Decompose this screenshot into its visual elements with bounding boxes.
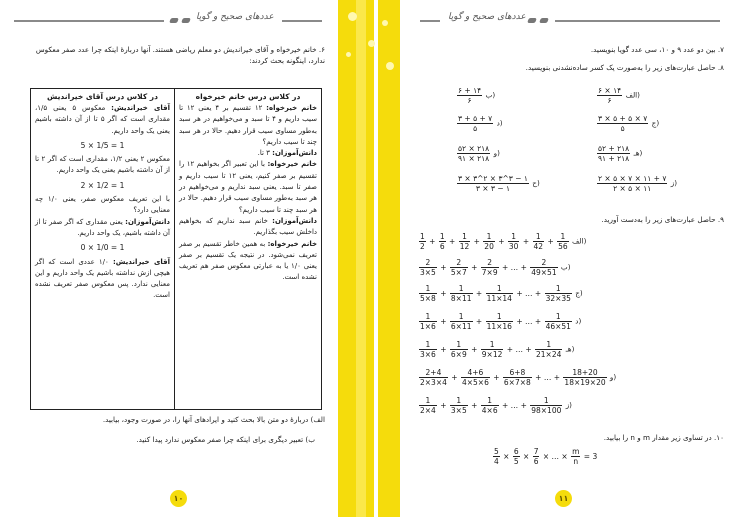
denominator: 1×6 (420, 322, 436, 331)
fraction (457, 86, 482, 105)
operator: × (540, 451, 552, 461)
operator: 3 (592, 451, 598, 461)
spine-dot (368, 40, 375, 47)
question-9: ۹. حاصل عبارت‌های زیر را به‌دست آورید. (601, 215, 724, 224)
denominator: 3×5 (450, 406, 467, 415)
fraction (597, 114, 648, 133)
fraction (557, 232, 569, 251)
dialogue-text: معکوس ۲ یعنی ۱/۲، مقداری است که اگر ۲ تا از آن داشته باشیم یعنی یک واحد داریم. (35, 155, 170, 175)
box-body (31, 103, 174, 302)
numerator: 2 (481, 258, 499, 268)
numerator: 2 (419, 258, 437, 268)
operator: + (437, 344, 449, 354)
numerator: 1 (459, 232, 471, 242)
q8-item (456, 114, 503, 133)
q9-item (418, 232, 586, 251)
operator: … (510, 262, 521, 272)
operator: + (534, 288, 544, 298)
operator: + (513, 316, 525, 326)
operator: … (515, 344, 526, 354)
operator: + (473, 288, 485, 298)
left-page (0, 0, 338, 517)
denominator: 20 (484, 242, 494, 251)
operator: + (534, 316, 544, 326)
operator: + (446, 236, 458, 246)
denominator: 6 (533, 457, 539, 466)
numerator: 1 (486, 312, 513, 322)
numerator: 1 (419, 396, 437, 406)
spine-dot (386, 62, 394, 70)
page-number: ۱۱ (555, 490, 572, 507)
question-6a: الف) دربارهٔ دو متن بالا بحث کنید و ایرادهای آنها را، در صورت وجود، بیابید. (102, 415, 325, 424)
question-10-equation (492, 447, 597, 466)
denominator: 5×8 (420, 294, 436, 303)
numerator: ۶ + ۱۴ (458, 86, 482, 95)
operator: + (437, 316, 449, 326)
operator: + (504, 344, 516, 354)
denominator: ۹۱ × ۲۱۸ (458, 154, 490, 163)
dialogue-text: ۱/۰ عددی است که اگر هیچی ازش نداشته باشیم یک واحد داریم و این معنایی ندارد. پس معکوس صفر تعریف نشده است. (35, 257, 170, 300)
denominator: n (573, 457, 579, 466)
numerator: 6+8 (503, 368, 532, 378)
denominator: 6 (439, 242, 445, 251)
fraction (419, 258, 437, 277)
numerator: ۲ × ۵ × ۷ × ۱۱ + ۷ (598, 174, 667, 183)
numerator: 1 (450, 312, 473, 322)
denominator: 4×6 (481, 406, 498, 415)
q9-item (418, 340, 574, 359)
header-rule (420, 20, 440, 22)
box-title: در کلاس درس خانم خیرخواه (195, 92, 301, 101)
fraction (419, 232, 426, 251)
question-6b: ب) تعبیر دیگری برای اینکه چرا صفر معکوس ندارد پیدا کنید. (136, 435, 315, 444)
spine-stripe (356, 0, 366, 517)
header-rule (14, 20, 164, 22)
denominator: 49×51 (531, 268, 557, 277)
item-label: ب) (485, 90, 496, 100)
dialogue-text: با این تعبیر اگر بخواهیم ۱۲ را تقسیم بر صفر کنیم، یعنی ۱۲ تا سیب داریم و صفر تا سبد. یعنی سبد نداریم و می‌خواهیم در هر سبد به‌طور مساوی سیب قرار دهیم. حالا در هر سبد چند تا سیب داریم؟ (179, 160, 317, 214)
fraction (481, 396, 499, 415)
fraction (597, 86, 622, 105)
denominator: 30 (508, 242, 519, 251)
question-10: ۱۰. در تساوی زیر مقدار m و n را بیابید. (603, 433, 724, 442)
numerator: 7 (533, 447, 539, 456)
fraction (545, 284, 572, 303)
operator: + (520, 400, 530, 410)
spine-dot (382, 20, 388, 26)
numerator: 1 (420, 232, 425, 241)
box-title: در کلاس درس آقای خیراندیش (47, 92, 158, 101)
operator: + (525, 344, 535, 354)
header-title: عددهای صحیح و گویا (448, 12, 526, 22)
fraction (508, 232, 520, 251)
denominator: ۳ × ۳ − ۱ (475, 184, 511, 193)
fraction (461, 368, 490, 387)
numerator: ۳ + ۵ + ۷ (458, 114, 493, 123)
denominator: 3×5 (420, 268, 436, 277)
denominator: 7×9 (481, 268, 498, 277)
dialogue-text: یعنی مقداری که اگر صفر تا از آن داشته باشیم، یک واحد داریم. (35, 217, 170, 237)
fraction (483, 232, 495, 251)
denominator: 4 (494, 457, 499, 466)
operator: + (473, 316, 485, 326)
denominator: ۲ × ۵ × ۱۱ (613, 184, 652, 193)
q8-item (596, 114, 659, 133)
operator: = (581, 451, 593, 461)
item-label: هـ) (563, 344, 575, 354)
header-rule (555, 20, 720, 22)
denominator: 11×14 (486, 294, 512, 303)
denominator: 8×11 (450, 294, 472, 303)
speaker-name: خانم خیرخواه: (267, 239, 318, 248)
q9-item (418, 396, 572, 415)
speaker-name: خانم خیرخواه: (267, 160, 317, 169)
item-label: د) (572, 316, 582, 326)
operator: + (545, 236, 557, 246)
formula: 2 × 1/2 = 1 (80, 180, 125, 190)
speaker-name: خانم خیرخواه: (266, 104, 317, 112)
denominator: 9×12 (481, 350, 503, 359)
fraction (513, 447, 520, 466)
dialogue-text: معکوس ۵ یعنی ۱/۵، مقداری است که اگر ۵ تا از آن داشته باشیم یعنی یک واحد داریم. (35, 104, 170, 135)
operator: + (495, 236, 507, 246)
numerator: 1 (533, 232, 545, 242)
right-page (400, 0, 739, 517)
operator: × (561, 451, 571, 461)
speaker-name: آقای خیراندیش: (112, 257, 170, 266)
numerator: 18+20 (563, 368, 606, 378)
operator: + (468, 262, 480, 272)
numerator: ۵۲ × ۲۱۸ (458, 144, 490, 153)
operator: + (437, 288, 449, 298)
fraction (457, 174, 529, 193)
header-ornament (527, 18, 537, 23)
operator: + (513, 288, 525, 298)
item-label: د) (496, 118, 503, 128)
header-rule (282, 20, 322, 22)
fraction (439, 232, 446, 251)
numerator: 1 (557, 232, 569, 242)
q8-item (596, 86, 640, 105)
operator: … (525, 288, 535, 298)
fraction (486, 312, 513, 331)
operator: + (499, 400, 511, 410)
q9-item (418, 284, 583, 303)
book-spine (338, 0, 400, 517)
fraction (481, 340, 504, 359)
page-header (400, 12, 739, 30)
denominator: 18×19×20 (564, 378, 606, 387)
denominator: 11×16 (486, 322, 512, 331)
formula: 0 × 1/0 = 1 (80, 243, 125, 253)
fraction (419, 368, 448, 387)
fraction (486, 284, 513, 303)
header-title: عددهای صحیح و گویا (196, 12, 274, 22)
operator: + (520, 236, 532, 246)
q8-item (596, 144, 642, 163)
spine-dot (348, 12, 357, 21)
operator: × (520, 451, 532, 461)
dialogue-box-khayrkhah (174, 88, 322, 410)
fraction (481, 258, 499, 277)
denominator: 5×7 (450, 268, 467, 277)
denominator: 6×9 (450, 350, 467, 359)
operator: + (490, 372, 502, 382)
numerator: 1 (450, 340, 468, 350)
fraction (493, 447, 500, 466)
operator: + (437, 400, 449, 410)
numerator: 1 (508, 232, 520, 242)
denominator: 2×4 (420, 406, 436, 415)
item-label: و) (607, 372, 617, 382)
fraction (535, 340, 562, 359)
numerator: ۶ × ۱۴ (598, 86, 622, 95)
fraction (450, 258, 468, 277)
numerator: 1 (545, 284, 572, 294)
operator: + (471, 236, 483, 246)
speaker-name: دانش‌آموزان: (272, 149, 317, 158)
item-label: الف) (569, 236, 587, 246)
operator: … (543, 372, 554, 382)
denominator: 2×3×4 (420, 378, 447, 387)
fraction (597, 144, 630, 163)
expression (418, 232, 570, 251)
dialogue-text: ۳ تا. (257, 149, 270, 158)
operator: … (525, 316, 535, 326)
operator: + (532, 372, 544, 382)
question-8: ۸. حاصل عبارت‌های زیر را به‌صورت یک کسر ساده‌نشدنی بنویسید. (525, 63, 724, 72)
denominator: 56 (558, 242, 568, 251)
question-7: ۷. بین دو عدد ۹ و ۱۰، سی عدد گویا بنویسید. (590, 45, 724, 54)
fraction (450, 340, 468, 359)
operator: … (510, 400, 521, 410)
dialogue-text: به همین خاطر تقسیم بر صفر تعریف نمی‌شود. در نتیجه یک تقسیم بر صفر یعنی ۱/۰ یا به عبارتی معکوس صفر هم تعریف نشده است. (179, 239, 317, 282)
item-label: ز) (563, 400, 572, 410)
q9-item (418, 258, 571, 277)
denominator: 98×100 (531, 406, 562, 415)
header-ornament (169, 18, 179, 23)
item-label: ج) (651, 118, 660, 128)
question-6-intro: ۶. خانم خیرخواه و آقای خیراندیش دو معلم ریاضی هستند. آنها دربارهٔ اینکه چرا عدد صفر معکوس ندارد، اینگونه بحث کردند: (35, 45, 325, 65)
spine-stripe (374, 0, 378, 517)
q8-item (456, 86, 495, 105)
operator: × (500, 451, 512, 461)
numerator: 1 (535, 340, 562, 350)
numerator: 1 (530, 396, 562, 406)
operator: + (468, 344, 480, 354)
numerator: 1 (481, 396, 499, 406)
item-label: هـ) (633, 148, 643, 158)
fraction (545, 312, 572, 331)
numerator: m (572, 447, 580, 456)
dialogue-text: ۱۲ تقسیم بر ۴ یعنی ۱۲ تا سیب داریم و ۴ تا سبد و می‌خواهیم در هر سبد به‌طور مساوی سیب قرار دهیم. حالا در هر سبد چند تا سیب داریم؟ (179, 104, 317, 146)
dialogue-text: خانم سبد نداریم که بخواهیم داخلش سیب بگذاریم. (179, 216, 317, 237)
dialogue-box-khayrandish (30, 88, 175, 410)
speaker-name: دانش‌آموزان: (272, 216, 317, 225)
fraction (419, 396, 437, 415)
header-ornament (539, 18, 549, 23)
numerator: 2+4 (419, 368, 448, 378)
fraction (533, 447, 540, 466)
numerator: ۳ × ۵ + ۵ × ۷ (598, 114, 648, 123)
numerator: 2 (530, 258, 557, 268)
expression (492, 447, 598, 466)
numerator: 1 (483, 232, 495, 242)
numerator: 1 (419, 284, 437, 294)
fraction (597, 174, 667, 193)
denominator: 21×24 (536, 350, 562, 359)
numerator: 1 (486, 284, 513, 294)
operator: … (551, 451, 562, 461)
page-number: ۱۰ (170, 490, 187, 507)
fraction (450, 284, 473, 303)
numerator: 1 (450, 396, 468, 406)
numerator: 4+6 (461, 368, 490, 378)
numerator: 1 (439, 232, 445, 241)
header-ornament (181, 18, 191, 23)
item-label: ز) (670, 178, 678, 188)
item-label: ح) (532, 178, 540, 188)
denominator: ۵ (620, 124, 625, 133)
dialogue-text: با این تعریف معکوس صفر، یعنی ۱/۰ چه معنایی دارد؟ (35, 195, 170, 215)
denominator: ۵ (473, 124, 478, 133)
fraction (450, 312, 473, 331)
operator: + (437, 262, 449, 272)
denominator: ۹۱ + ۲۱۸ (598, 154, 630, 163)
operator: + (448, 372, 460, 382)
fraction (530, 258, 557, 277)
speaker-name: دانش‌آموزان: (125, 217, 170, 226)
denominator: 32×35 (545, 294, 571, 303)
q9-item (418, 312, 581, 331)
numerator: 2 (450, 258, 468, 268)
numerator: 1 (450, 284, 473, 294)
fraction (457, 114, 493, 133)
fraction (457, 144, 490, 163)
fraction (459, 232, 471, 251)
item-label: و) (493, 148, 500, 158)
fraction (503, 368, 532, 387)
numerator: ۳ × ۳^۲ × ۳^۳ − ۱ (458, 174, 528, 183)
numerator: 1 (419, 312, 437, 322)
operator: + (499, 262, 511, 272)
q8-item (456, 174, 540, 193)
fraction (533, 232, 545, 251)
fraction (419, 340, 437, 359)
numerator: 1 (419, 340, 437, 350)
denominator: ۶ (467, 96, 472, 105)
item-label: الف) (625, 90, 640, 100)
q9-item (418, 368, 616, 387)
numerator: 1 (481, 340, 504, 350)
denominator: ۶ (607, 96, 612, 105)
numerator: 5 (494, 447, 499, 456)
fraction (419, 284, 437, 303)
operator: + (426, 236, 438, 246)
numerator: ۵۲ + ۲۱۸ (598, 144, 630, 153)
denominator: 2 (420, 242, 425, 251)
formula: 5 × 1/5 = 1 (80, 140, 125, 150)
q8-item (596, 174, 677, 193)
spine-dot (346, 52, 351, 57)
denominator: 46×51 (545, 322, 571, 331)
fraction (563, 368, 606, 387)
fraction (450, 396, 468, 415)
q8-item (456, 144, 500, 163)
denominator: 6×7×8 (503, 378, 531, 387)
fraction (571, 447, 580, 466)
item-label: ج) (572, 288, 583, 298)
denominator: 5 (513, 457, 519, 466)
page-header (0, 12, 338, 30)
denominator: 42 (533, 242, 544, 251)
numerator: 6 (513, 447, 519, 456)
denominator: 6×11 (450, 322, 472, 331)
fraction (419, 312, 437, 331)
denominator: 12 (459, 242, 470, 251)
fraction (530, 396, 562, 415)
operator: + (468, 400, 480, 410)
denominator: 3×6 (420, 350, 436, 359)
denominator: 4×5×6 (461, 378, 489, 387)
box-body (175, 103, 321, 284)
operator: + (520, 262, 530, 272)
operator: + (553, 372, 563, 382)
speaker-name: آقای خیراندیش: (111, 104, 170, 112)
numerator: 1 (545, 312, 572, 322)
item-label: ب) (558, 262, 571, 272)
